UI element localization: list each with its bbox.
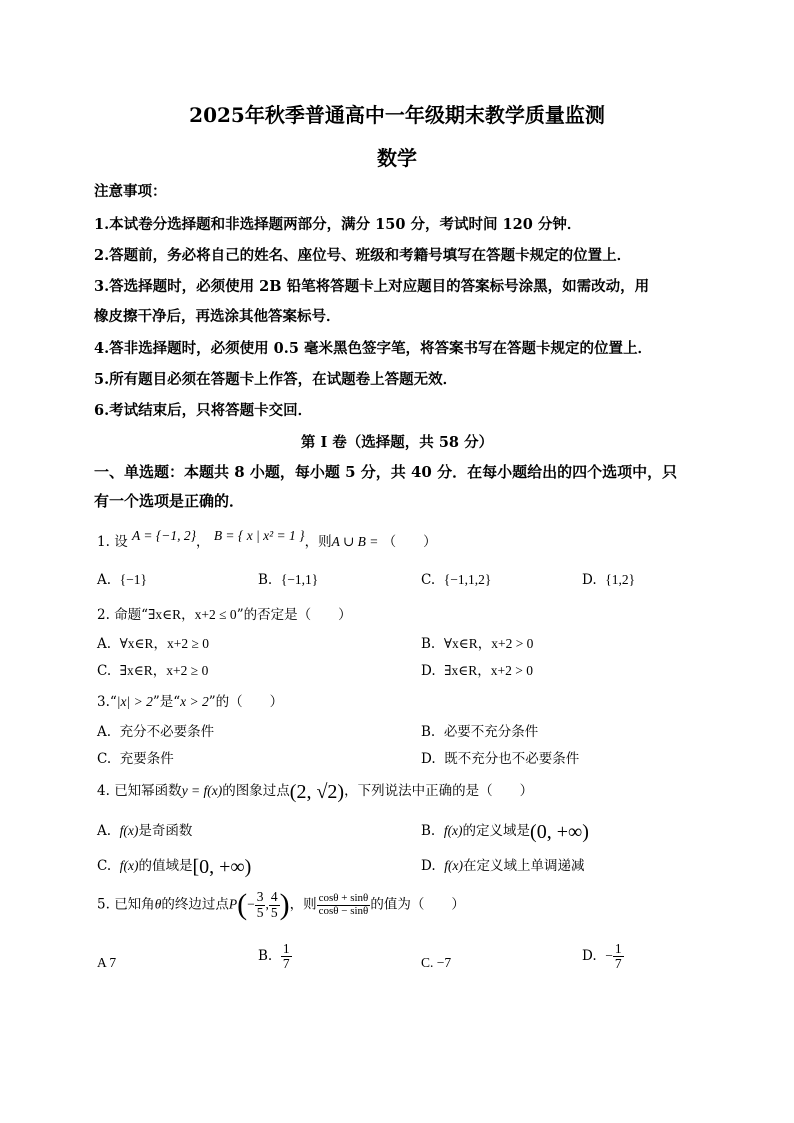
option-value: {−1} <box>119 572 147 587</box>
option-value: 在定义域上单调递减 <box>462 858 585 874</box>
note-item-2: 2.答题前，务必将自己的姓名、座位号、班级和考籍号填写在答题卡规定的位置上． <box>94 247 632 264</box>
q4-text-post: ，下列说法中正确的是（ ） <box>344 783 534 799</box>
option-label: D. <box>421 751 436 767</box>
option-label: D. <box>582 948 597 965</box>
option-label: B. <box>258 572 273 588</box>
q5-option-c <box>421 955 451 971</box>
option-value: 既不充分也不必要条件 <box>444 751 580 767</box>
subject-title: 数学 <box>377 146 417 170</box>
q1-ze: ，则 <box>304 534 332 550</box>
numerator: 4 <box>270 889 278 905</box>
option-label: B. <box>258 948 273 965</box>
option-label: A. <box>97 572 112 588</box>
q2-option-c <box>97 659 208 679</box>
fraction-1-7 <box>281 942 292 971</box>
union-expr: A ∪ B = <box>331 534 379 549</box>
section-instruction-line1: 一、单选题：本题共 8 小题，每小题 5 分，共 40 分．在每小题给出的四个选项中，只 <box>94 463 678 481</box>
fraction-3-5 <box>255 889 269 920</box>
question-2-stem <box>97 603 352 623</box>
q3-close: ”的（ ） <box>208 694 284 710</box>
option-value: A 7 <box>97 955 117 970</box>
q5-text-pre: 已知角 <box>114 896 155 913</box>
option-value: 是奇函数 <box>138 823 193 839</box>
option-value: ∀x∈R，x+2 ≥ 0 <box>119 636 210 651</box>
q5-option-b <box>258 942 292 971</box>
option-label: C. <box>421 572 436 588</box>
option-value: ∀x∈R，x+2 > 0 <box>443 636 534 651</box>
minus: − <box>247 896 255 912</box>
interval: [0, +∞) <box>192 856 252 878</box>
option-label: B. <box>421 636 436 652</box>
question-number: 3. <box>97 694 110 710</box>
q4-text-pre: 已知幂函数 <box>114 783 182 799</box>
fx: f(x) <box>444 858 463 873</box>
option-value: 充要条件 <box>119 751 174 767</box>
option-value: 的值域是 <box>138 858 193 874</box>
option-label: D. <box>421 858 436 874</box>
q5-text-post: 的值为（ ） <box>370 896 465 913</box>
q1-option-d <box>582 572 635 588</box>
question-number: 4. <box>97 783 110 799</box>
numerator: 1 <box>282 941 290 956</box>
point: (2, √2) <box>289 781 345 803</box>
q3-option-c <box>97 747 174 767</box>
option-value: 必要不充分条件 <box>443 724 539 740</box>
question-4-stem <box>97 779 533 804</box>
option-label: A. <box>97 724 112 740</box>
numerator: cosθ + sinθ <box>318 891 369 904</box>
denominator: 7 <box>614 956 622 972</box>
note-item-1: 1.本试卷分选择题和非选择题两部分，满分 150 分，考试时间 120 分钟． <box>94 216 582 233</box>
option-label: A. <box>97 636 112 652</box>
option-value: {−1,1} <box>280 572 319 587</box>
fx: f(x) <box>119 858 139 873</box>
question-1-stem <box>97 530 437 550</box>
question-5-stem <box>97 888 465 922</box>
theta: θ <box>154 896 162 912</box>
option-value: C. −7 <box>421 955 452 970</box>
option-label: C. <box>97 663 112 679</box>
numerator: 3 <box>256 889 264 905</box>
fx: f(x) <box>119 823 139 838</box>
q3-option-d <box>421 747 579 767</box>
q3-mid: ”是“ <box>152 694 181 710</box>
option-value: 充分不必要条件 <box>119 724 215 740</box>
point-p: P <box>228 896 238 912</box>
q2-option-a <box>97 632 209 652</box>
question-3-stem <box>97 690 283 710</box>
option-label: D. <box>582 572 597 588</box>
q1-she: 设 <box>114 534 128 550</box>
q4-option-c <box>97 854 251 879</box>
q4-option-d <box>421 854 584 874</box>
trig-ratio <box>317 893 371 917</box>
notes-heading: 注意事项： <box>94 183 167 200</box>
denominator: 5 <box>270 904 278 920</box>
option-value: {−1,1,2} <box>443 572 492 587</box>
option-value: 的定义域是 <box>462 823 531 839</box>
q1-option-c <box>421 572 491 588</box>
q1-option-b <box>258 572 318 588</box>
q3-option-a <box>97 720 214 740</box>
interval: (0, +∞) <box>530 821 589 843</box>
power-function: y = f(x) <box>181 783 223 798</box>
condition-2: x > 2 <box>180 694 209 709</box>
fraction-4-5 <box>269 890 280 919</box>
q5-option-d <box>582 942 624 971</box>
quote-open: “ <box>109 694 117 710</box>
q2-option-b <box>421 632 533 652</box>
set-b: B = { x | x² = 1 } <box>213 528 305 543</box>
denominator: cosθ − sinθ <box>318 904 369 917</box>
note-item-6: 6.考试结束后，只将答题卡交回． <box>94 402 313 419</box>
note-item-3: 3.答选择题时，必须使用 2B 铅笔将答题卡上对应题目的答案标号涂黑，如需改动，用 <box>94 278 650 295</box>
q5-ze: ，则 <box>289 896 317 913</box>
minus: − <box>605 948 613 964</box>
q5-text-mid: 的终边过点 <box>161 896 229 913</box>
fraction-1-7 <box>613 942 624 971</box>
q4-text-mid: 的图象过点 <box>222 783 290 799</box>
option-label: B. <box>421 823 436 839</box>
q2-option-d <box>421 659 533 679</box>
option-value: {1,2} <box>605 572 636 587</box>
exam-title: 2025年秋季普通高中一年级期末教学质量监测 <box>189 103 605 127</box>
question-number: 5. <box>97 896 110 913</box>
option-label: C. <box>97 751 112 767</box>
paren-left: ( <box>237 888 248 921</box>
option-value: ∃x∈R，x+2 ≥ 0 <box>119 663 209 678</box>
option-label: B. <box>421 724 436 740</box>
comma: ， <box>196 534 210 550</box>
q5-option-a <box>97 955 116 971</box>
proposition: ∃x∈R，x+2 ≤ 0 <box>148 607 237 622</box>
q4-option-a <box>97 819 192 839</box>
denominator: 7 <box>282 956 290 972</box>
denominator: 5 <box>256 904 264 920</box>
note-item-5: 5.所有题目必须在答题卡上作答，在试题卷上答题无效． <box>94 371 458 388</box>
q4-option-b <box>421 819 589 844</box>
question-number: 2. <box>97 607 110 623</box>
answer-paren: （ ） <box>382 534 437 550</box>
paren-right: ) <box>279 888 290 921</box>
option-label: D. <box>421 663 436 679</box>
note-item-3-cont: 橡皮擦干净后，再选涂其他答案标号． <box>94 308 341 325</box>
q1-option-a <box>97 572 147 588</box>
fx: f(x) <box>443 823 463 838</box>
q3-option-b <box>421 720 538 740</box>
note-item-4: 4.答非选择题时，必须使用 0.5 毫米黑色签字笔，将答案书写在答题卡规定的位置上． <box>94 340 652 357</box>
part1-heading: 第 I 卷（选择题，共 58 分） <box>300 434 494 451</box>
separator: , <box>265 896 269 912</box>
option-value: ∃x∈R，x+2 > 0 <box>444 663 534 678</box>
option-label: A. <box>97 823 112 839</box>
set-a: A = {−1, 2} <box>131 528 197 543</box>
q2-text-post: ”的否定是（ ） <box>236 607 352 623</box>
numerator: 1 <box>614 941 622 956</box>
q2-text-pre: 命题“ <box>114 607 149 623</box>
question-number: 1. <box>97 534 110 550</box>
condition-1: |x| > 2 <box>116 694 153 709</box>
section-instruction-line2: 有一个选项是正确的． <box>94 492 245 510</box>
option-label: C. <box>97 858 112 874</box>
